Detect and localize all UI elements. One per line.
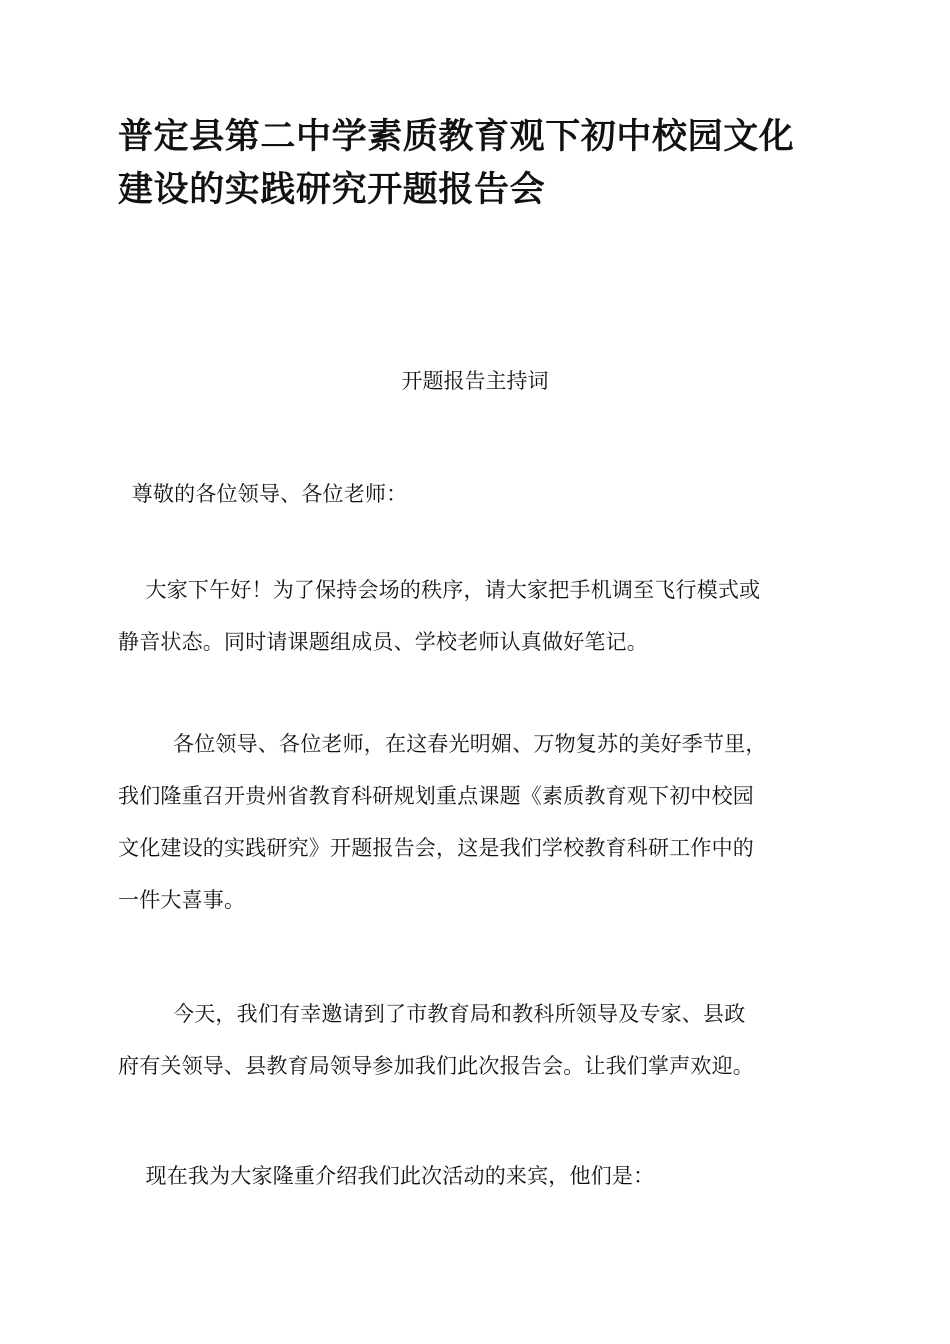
document-subtitle: 开题报告主持词	[401, 369, 549, 393]
paragraph	[118, 564, 848, 668]
paragraph-line: 今天，我们有幸邀请到了市教育局和教科所领导及专家、县政	[118, 1002, 746, 1026]
paragraph-line: 文化建设的实践研究》开题报告会，这是我们学校教育科研工作中的	[118, 836, 754, 860]
title-line: 建设的实践研究开题报告会	[118, 170, 546, 210]
paragraph-line: 我们隆重召开贵州省教育科研规划重点课题《素质教育观下初中校园	[118, 784, 754, 808]
paragraph-line: 府有关领导、县教育局领导参加我们此次报告会。让我们掌声欢迎。	[118, 1054, 754, 1078]
title-line: 普定县第二中学素质教育观下初中校园文化	[118, 117, 795, 157]
paragraph-line: 大家下午好！为了保持会场的秩序，请大家把手机调至飞行模式或	[118, 578, 761, 602]
greeting-line: 尊敬的各位领导、各位老师：	[118, 482, 408, 506]
paragraph-line: 各位领导、各位老师，在这春光明媚、万物复苏的美好季节里，	[118, 732, 767, 756]
paragraph-line: 一件大喜事。	[118, 888, 246, 912]
paragraph	[118, 718, 848, 926]
paragraph-line: 静音状态。同时请课题组成员、学校老师认真做好笔记。	[118, 630, 648, 654]
document-title	[118, 111, 858, 217]
greeting	[118, 468, 848, 520]
paragraph-line: 现在我为大家隆重介绍我们此次活动的来宾，他们是：	[118, 1164, 655, 1188]
paragraph	[118, 988, 848, 1092]
paragraph	[118, 1150, 848, 1202]
